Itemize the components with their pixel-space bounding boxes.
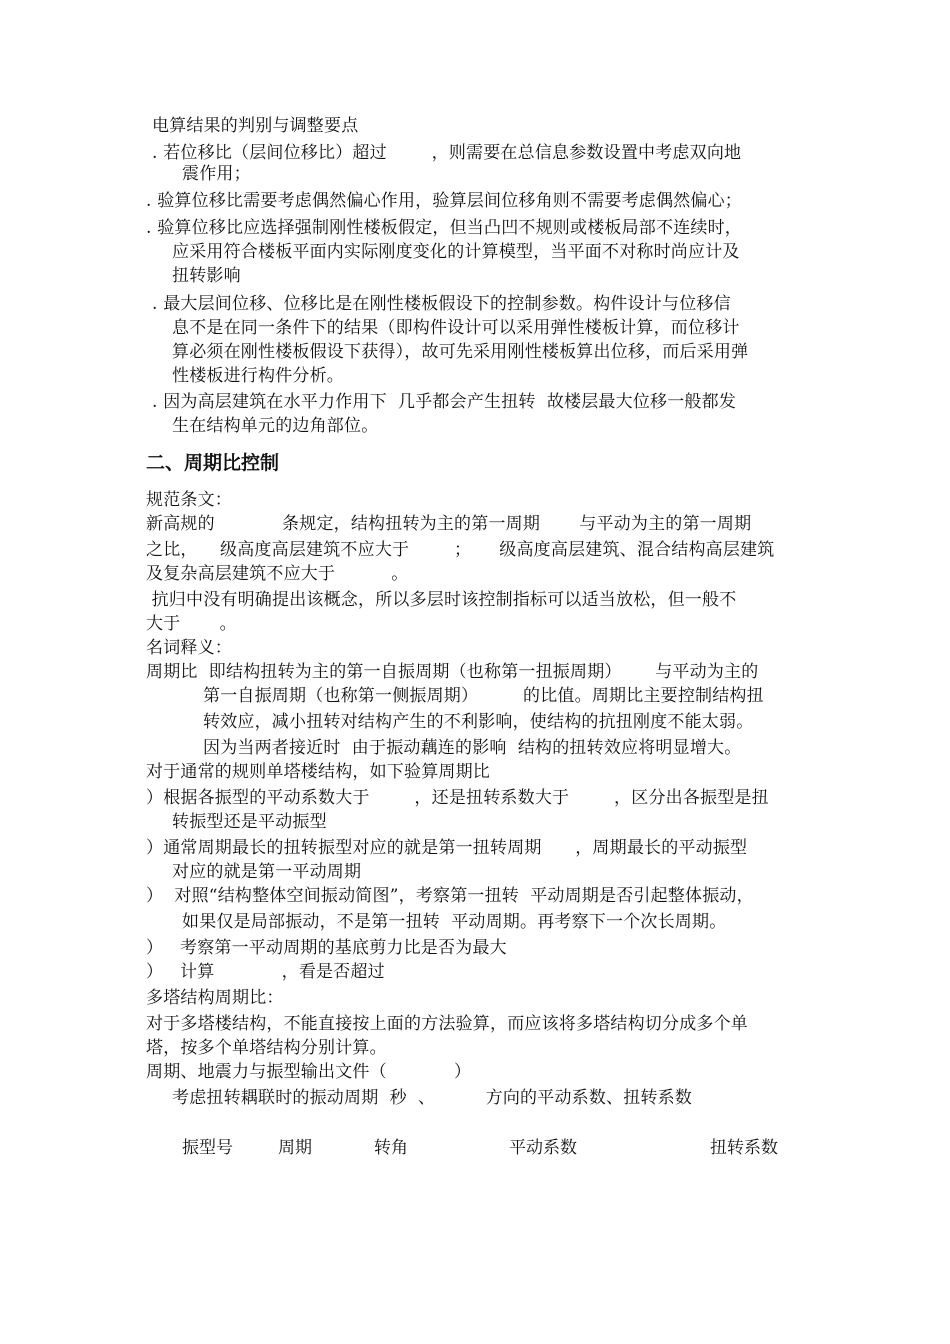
item-4-line-3: 算必须在刚性楼板假设下获得），故可先采用刚性楼板算出位移，而后采用弹 — [172, 342, 749, 362]
paragraph-line: 考虑扭转耦联时的振动周期 秒 、 方向的平动系数、扭转系数 — [172, 1088, 693, 1108]
paragraph-line: ）根据各振型的平动系数大于 ，还是扭转系数大于 ，区分出各振型是扭 — [146, 788, 769, 808]
paragraph-line: ） 对照“结构整体空间振动简图”，考察第一扭转 平动周期是否引起整体振动， — [146, 886, 754, 906]
item-3-line-1: . 验算位移比应选择强制刚性楼板假定，但当凸凹不规则或楼板局部不连续时， — [146, 218, 743, 238]
paragraph-line: 大于 。 — [146, 614, 237, 634]
paragraph-line: 因为当两者接近时 由于振动藕连的影响 结构的扭转效应将明显增大。 — [203, 738, 742, 758]
item-5-line-1: . 因为高层建筑在水平力作用下 几乎都会产生扭转 故楼层最大位移一般都发 — [152, 392, 737, 412]
paragraph-line: 对于通常的规则单塔楼结构，如下验算周期比 — [146, 762, 490, 782]
item-3-line-2: 应采用符合楼板平面内实际刚度变化的计算模型，当平面不对称时尚应计及 — [172, 242, 740, 262]
paragraph-line: 周期比 即结构扭转为主的第一自振周期（也称第一扭振周期） 与平动为主的 — [146, 662, 759, 682]
item-1-line-1: . 若位移比（层间位移比）超过 ，则需要在总信息参数设置中考虑双向地 — [152, 143, 742, 163]
table-header-angle: 转角 — [374, 1138, 408, 1158]
item-2-line-1: . 验算位移比需要考虑偶然偏心作用，验算层间位移角则不需要考虑偶然偏心； — [146, 191, 743, 211]
paragraph-line: 抗归中没有明确提出该概念，所以多层时该控制指标可以适当放松，但一般不 — [146, 590, 737, 610]
table-header-torsion-coefficient: 扭转系数 — [710, 1138, 778, 1158]
item-1-line-2: 震作用； — [182, 164, 251, 184]
paragraph-line: ） 考察第一平动周期的基底剪力比是否为最大 — [146, 938, 507, 958]
table-header-translation-coefficient: 平动系数 — [509, 1138, 577, 1158]
section-heading: 二、周期比控制 — [146, 452, 280, 474]
section-title: 电算结果的判别与调整要点 — [152, 116, 359, 136]
paragraph-line: 转效应，减小扭转对结构产生的不利影响，使结构的抗扭刚度不能太弱。 — [203, 712, 754, 732]
item-3-line-3: 扭转影响 — [172, 266, 241, 286]
paragraph-line: 之比， 级高度高层建筑不应大于 ； 级高度高层建筑、混合结构高层建筑 — [146, 540, 775, 560]
paragraph-line: 第一自振周期（也称第一侧振周期） 的比值。周期比主要控制结构扭 — [203, 686, 764, 706]
item-4-line-4: 性楼板进行构件分析。 — [172, 366, 344, 386]
paragraph-line: 新高规的 条规定，结构扭转为主的第一周期 与平动为主的第一周期 — [146, 514, 752, 534]
paragraph-line: 对应的就是第一平动周期 — [172, 862, 362, 882]
paragraph-line: 如果仅是局部振动，不是第一扭转 平动周期。再考察下一个次长周期。 — [182, 912, 727, 932]
paragraph-line: 多塔结构周期比： — [146, 988, 284, 1008]
paragraph-line: ） 计算 ，看是否超过 — [146, 962, 385, 982]
paragraph-line: 转振型还是平动振型 — [172, 812, 327, 832]
item-4-line-2: 息不是在同一条件下的结果（即构件设计可以采用弹性楼板计算，而位移计 — [172, 318, 740, 338]
paragraph-line: 对于多塔楼结构，不能直接按上面的方法验算，而应该将多塔结构切分成多个单 — [146, 1014, 748, 1034]
table-header-period: 周期 — [278, 1138, 312, 1158]
paragraph-line: 名词释义： — [146, 638, 232, 658]
item-5-line-2: 生在结构单元的边角部位。 — [172, 416, 379, 436]
item-4-line-1: . 最大层间位移、位移比是在刚性楼板假设下的控制参数。构件设计与位移信 — [152, 294, 731, 314]
paragraph-line: 塔，按多个单塔结构分别计算。 — [146, 1038, 387, 1058]
paragraph-line: ）通常周期最长的扭转振型对应的就是第一扭转周期 ，周期最长的平动振型 — [146, 838, 748, 858]
paragraph-line: 及复杂高层建筑不应大于 。 — [146, 564, 409, 584]
table-header-mode-number: 振型号 — [182, 1138, 233, 1158]
paragraph-line: 规范条文： — [146, 490, 232, 510]
paragraph-line: 周期、地震力与振型输出文件（ ） — [146, 1062, 472, 1082]
